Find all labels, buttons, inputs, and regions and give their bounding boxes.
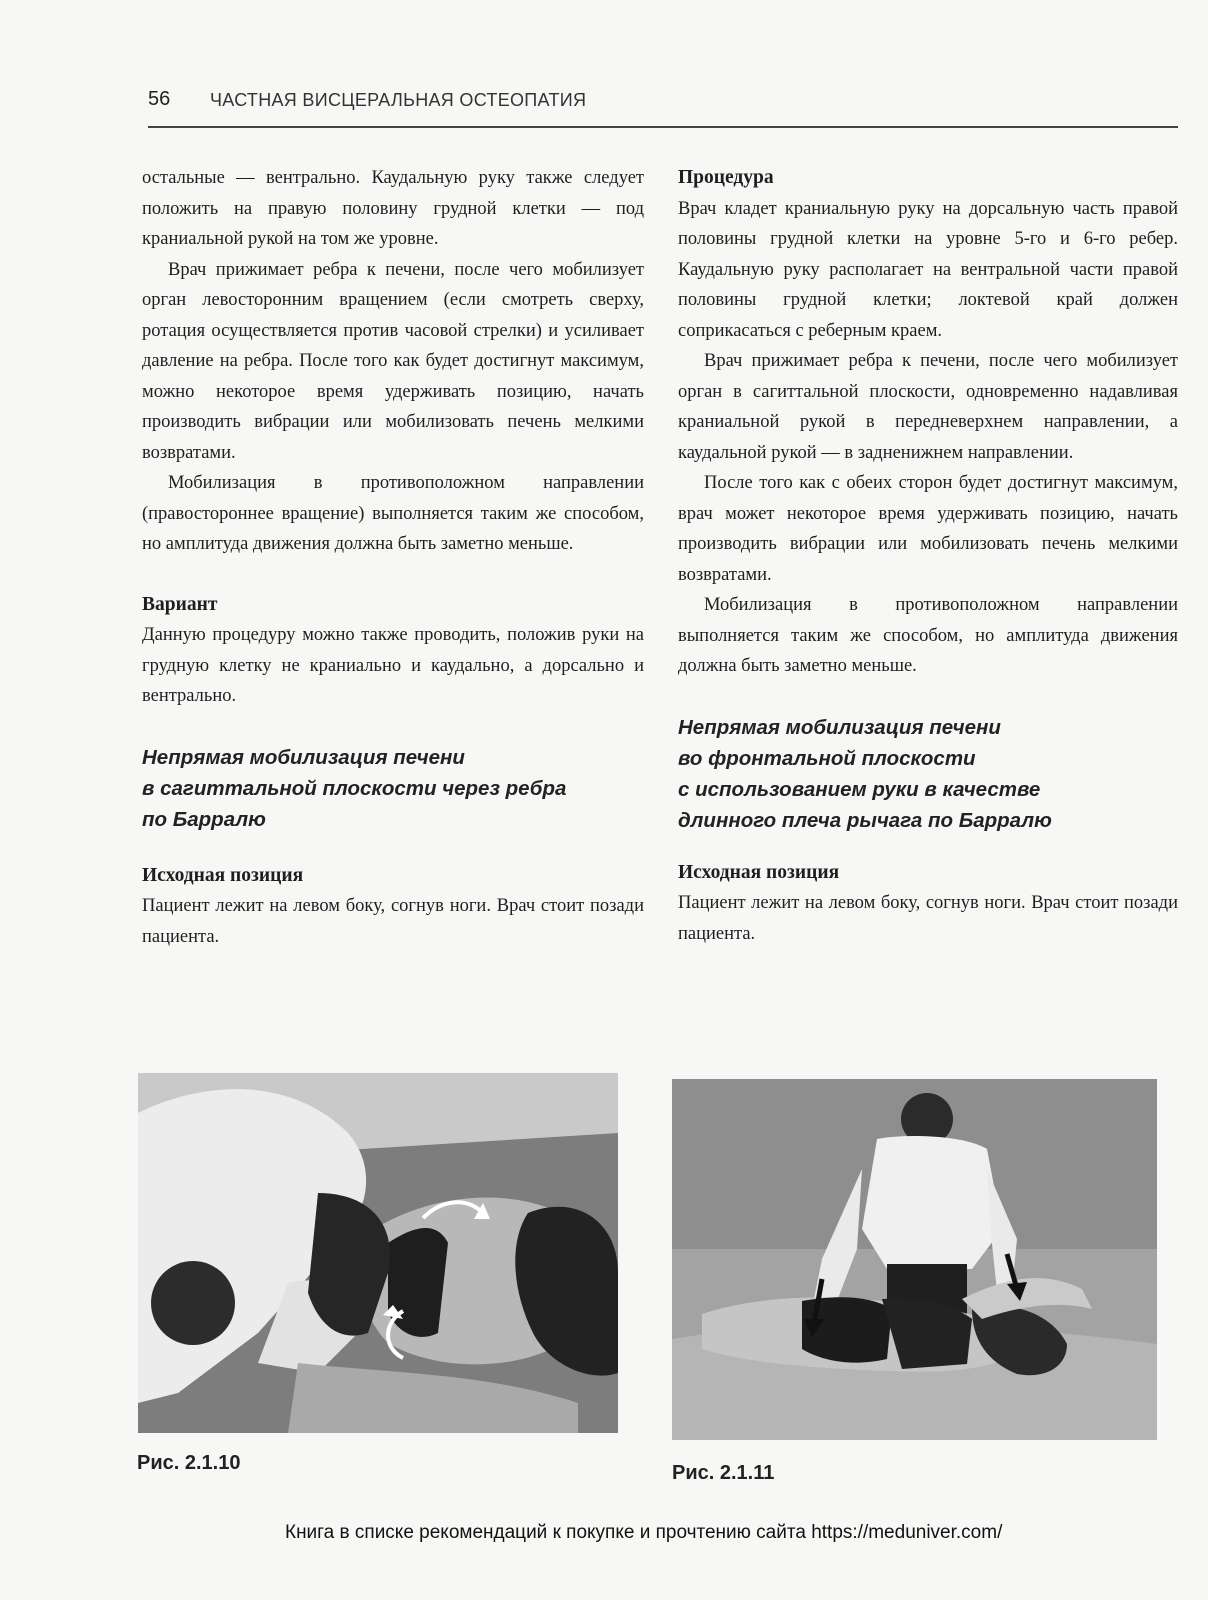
paragraph: Врач прижимает ребра к печени, после чего мобилизует орган в сагиттальной плоскости, одновременно надавливая краниальной рукой в передневерхнем направлении, а каудальной рукой — в задненижнем направлении. [678,351,1178,463]
paragraph: Мобилизация в противоположном направлении выполняется таким же способом, но амплитуда движения должна быть заметно меньше. [678,595,1178,676]
paragraph: Врач прижимает ребра к печени, после чего мобилизует орган левосторонним вращением (если смотреть сверху, ротация осуществляется против часовой стрелки) и усиливает давление на ребра. После того как будет достигнут максимум, можно некоторое время удерживать позицию, начать производить вибрации или мобилизовать печень мелкими возвратами. [142,259,644,463]
paragraph: Врач кладет краниальную руку на дорсальную часть правой половины грудной клетки на уровне 5-го и 6-го ребер. Каудальную руку располагает на вентральной части правой половины грудной клетки; локтевой край должен соприкасаться с реберным краем. [678,198,1178,341]
photo-illustration [672,1079,1157,1440]
technique-title-line: Непрямая мобилизация печени [142,745,465,769]
technique-title-line: длинного плеча рычага по Барралю [678,808,1052,832]
paragraph: Пациент лежит на левом боку, согнув ноги. Врач стоит позади пациента. [142,896,644,947]
footer-note: Книга в списке рекомендаций к покупке и прочтению сайта https://meduniver.com/ [285,1522,1003,1543]
technique-title [142,742,644,835]
photo-illustration [138,1073,618,1433]
technique-title [678,712,1178,836]
technique-title-line: с использованием руки в качестве [678,777,1041,801]
figure-caption-2: Рис. 2.1.11 [672,1462,775,1484]
paragraph: Данную процедуру можно также проводить, положив руки на грудную клетку не краниально и каудально, а дорсально и вентрально. [142,625,644,706]
technique-title-line: в сагиттальной плоскости через ребра [142,776,567,800]
variant-heading: Вариант [142,593,218,615]
header-rule [148,126,1178,128]
technique-title-line: во фронтальной плоскости [678,746,976,770]
figure-photo-2 [672,1079,1157,1440]
paragraph: Пациент лежит на левом боку, согнув ноги. Врач стоит позади пациента. [678,893,1178,944]
technique-title-line: Непрямая мобилизация печени [678,715,1001,739]
technique-title-line: по Барралю [142,807,266,831]
page-number: 56 [148,88,171,110]
paragraph: После того как с обеих сторон будет достигнут максимум, врач может некоторое время удерживать позицию, начать производить вибрации или мобилизовать печень мелкими возвратами. [678,473,1178,585]
figure-caption-1: Рис. 2.1.10 [137,1452,241,1474]
paragraph: остальные — вентрально. Каудальную руку также следует положить на правую половину грудной клетки — под краниальной рукой на том же уровне. [142,168,644,249]
start-position-heading: Исходная позиция [142,864,304,886]
right-column [678,163,1178,949]
left-column [142,163,644,952]
figure-photo-1 [138,1073,618,1433]
paragraph: Мобилизация в противоположном направлении (правостороннее вращение) выполняется таким же способом, но амплитуда движения должна быть заметно меньше. [142,473,644,554]
running-title: ЧАСТНАЯ ВИСЦЕРАЛЬНАЯ ОСТЕОПАТИЯ [210,90,587,110]
procedure-heading: Процедура [678,167,774,188]
start-position-heading: Исходная позиция [678,861,840,883]
